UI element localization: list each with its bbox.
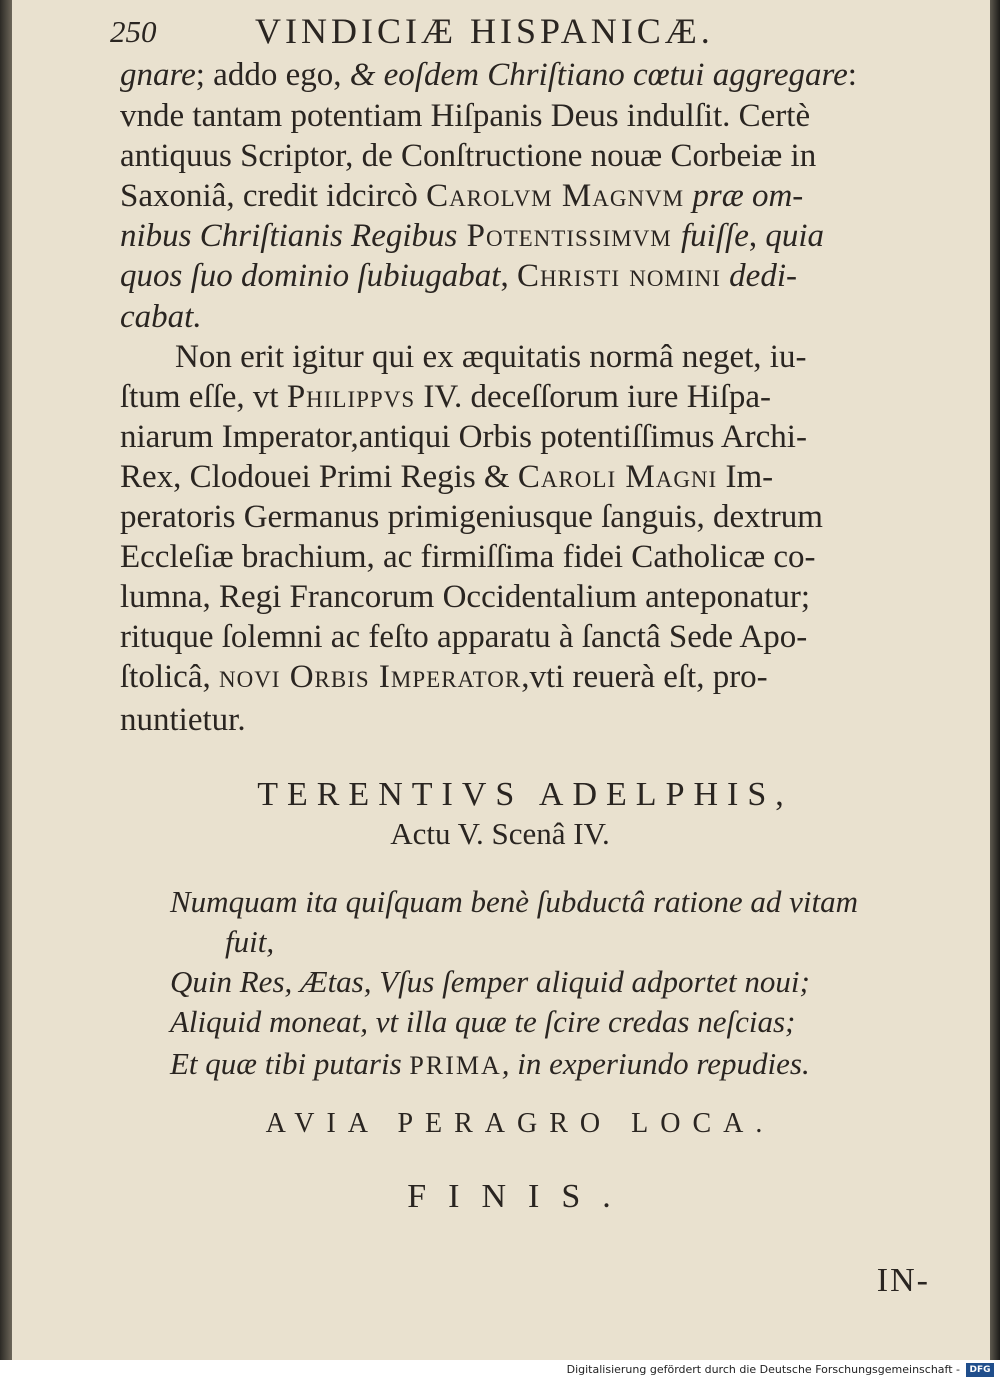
text-span: nibus Chriſtianis Regibus — [120, 218, 458, 254]
text-line-5 — [120, 216, 920, 256]
verse-line-2: fuit, — [225, 924, 275, 959]
page-number: 250 — [110, 14, 157, 49]
running-title: VINDICIÆ HISPANICÆ. — [255, 11, 714, 51]
text-span: , in experiundo repudies. — [501, 1046, 810, 1081]
text-span: Caroli Magni — [517, 459, 718, 495]
text-line-14: lumna, Regi Francorum Occidentalium anteponatur; — [120, 579, 811, 615]
footer-text: Digitalisierung gefördert durch die Deutsche Forschungsgemeinschaft - — [566, 1363, 960, 1376]
text-line-2: vnde tantam potentiam Hiſpanis Deus indulſit. Certè — [120, 98, 811, 134]
text-span: IV. deceſſorum iure Hiſpa- — [415, 379, 772, 415]
verse-line-5 — [170, 1044, 930, 1086]
dfg-logo: DFG — [966, 1363, 994, 1377]
catchword: IN- — [876, 1262, 930, 1299]
text-line-11 — [120, 457, 920, 497]
finis: FINIS. — [407, 1178, 633, 1215]
footer-bar — [0, 1360, 1000, 1382]
text-line-9 — [120, 377, 920, 417]
verse-line-1: Numquam ita quiſquam benè ſubductâ ratione ad vitam — [170, 884, 858, 919]
text-line-7: cabat. — [120, 299, 202, 335]
text-span: & eoſdem Chriſtiano cœtui aggregare — [349, 57, 848, 93]
text-line-1 — [120, 55, 920, 95]
text-span: quos ſuo dominio ſubiugabat — [120, 258, 501, 294]
text-span: ,vti reuerà eſt, pro- — [521, 659, 768, 695]
text-line-4 — [120, 176, 920, 216]
text-line-17: nuntietur. — [120, 702, 246, 738]
text-span: PRIMA — [409, 1051, 502, 1080]
text-span: Et quæ tibi putaris — [170, 1046, 410, 1081]
text-line-15: rituque ſolemni ac feſto apparatu à ſanctâ Sede Apo- — [120, 619, 808, 655]
text-span: Saxoniâ, credit idcircò — [120, 178, 427, 214]
text-line-13: Eccleſiæ brachium, ac firmiſſima fidei Catholicæ co- — [120, 539, 816, 575]
text-span: , — [748, 218, 766, 254]
text-span: ſtolicâ, — [120, 659, 219, 695]
text-line-8: Non erit igitur qui ex æquitatis normâ neget, iu- — [175, 339, 807, 375]
text-line-3: antiquus Scriptor, de Conſtructione nouæ Corbeiæ in — [120, 138, 817, 174]
text-span: Philippvs — [286, 379, 416, 415]
text-span: quia — [765, 218, 825, 254]
text-span: Im- — [717, 459, 774, 495]
text-span: novi Orbis Imperator — [218, 659, 522, 695]
text-span: fuiſſe — [681, 218, 749, 254]
text-span: Potentissimvm — [457, 218, 682, 254]
text-line-10: niarum Imperator,antiqui Orbis potentiſſimus Archi- — [120, 419, 807, 455]
quote-heading: TERENTIVS ADELPHIS, — [257, 776, 793, 813]
text-span: ſtum eſſe, vt — [120, 379, 287, 415]
text-line-6 — [120, 256, 920, 296]
text-span: ; addo ego, — [195, 57, 350, 93]
motto: AVIA PERAGRO LOCA. — [265, 1108, 775, 1139]
text-span: Rex, Clodouei Primi Regis & — [120, 459, 518, 495]
text-span: Christi nomini — [516, 258, 721, 294]
verse-line-4: Aliquid moneat, vt illa quæ te ſcire credas neſcias; — [170, 1004, 796, 1039]
text-line-12: peratoris Germanus primigeniusque ſanguis, dextrum — [120, 499, 823, 535]
quote-subheading: Actu V. Scenâ IV. — [390, 816, 610, 851]
text-span: Carolvm Magnvm — [426, 178, 685, 214]
text-line-16 — [120, 657, 920, 697]
text-span: : — [847, 57, 857, 93]
text-span: , — [500, 258, 517, 294]
text-span: dedi- — [720, 258, 797, 294]
verse-line-3: Quin Res, Ætas, Vſus ſemper aliquid adportet noui; — [170, 964, 810, 999]
text-span: gnare — [120, 57, 196, 93]
page-header — [110, 10, 910, 54]
text-span: præ om- — [684, 178, 804, 214]
